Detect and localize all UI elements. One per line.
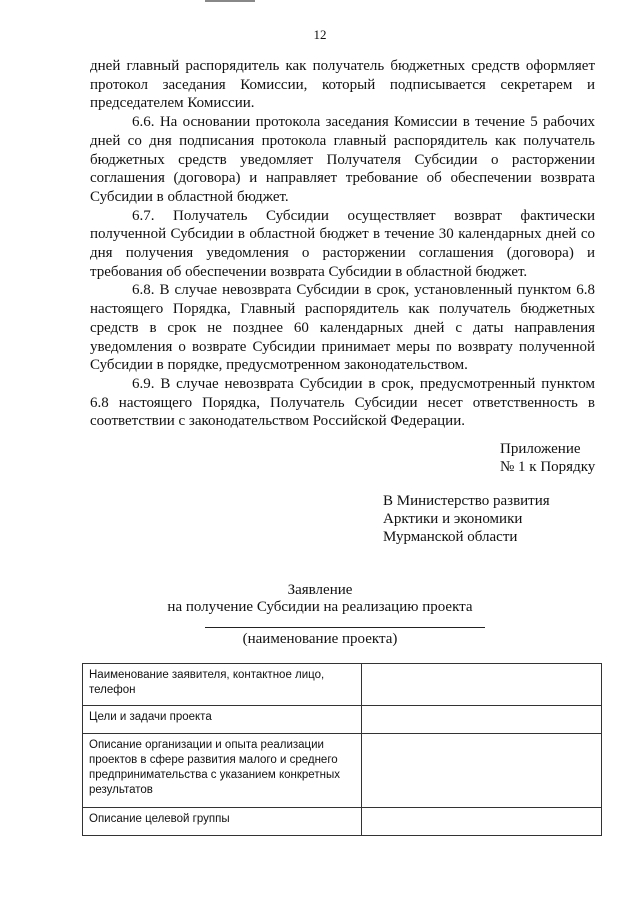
body-line: Субсидии в областной бюджет.	[90, 188, 289, 205]
body-line: требования об обеспечении возврата Субсидии в областной бюджет.	[90, 263, 528, 280]
scan-edge-mark	[205, 0, 255, 2]
table-row	[83, 734, 602, 808]
appendix-line-2: № 1 к Порядку	[500, 459, 596, 475]
body-line: настоящего Порядка, Главный распорядитель как получатель бюджетных	[90, 301, 595, 318]
body-line: бюджетных средств уведомляет Получателя Субсидии о расторжении	[90, 151, 595, 168]
body-line: 6.7. Получатель Субсидии осуществляет возврат фактически	[132, 207, 595, 224]
body-line: 6.8 настоящего Порядка, Получатель Субсидии несет ответственность в	[90, 394, 595, 411]
body-line: дней главный распорядитель как получатель бюджетных средств оформляет	[90, 58, 595, 74]
row-label-applicant: Наименование заявителя, контактное лицо, телефон	[83, 664, 362, 706]
body-line: полученной Субсидии в областной бюджет в течение 30 календарных дней со	[90, 226, 595, 243]
body-line: 6.6. На основании протокола заседания Комиссии в течение 5 рабочих	[132, 114, 595, 131]
statement-title: Заявление	[287, 582, 353, 598]
body-line: 6.8. В случае невозврата Субсидии в срок, установленный пунктом 6.8	[132, 282, 595, 299]
body-line: 6.9. В случае невозврата Субсидии в срок, предусмотренный пунктом	[132, 375, 595, 392]
project-name-caption: (наименование проекта)	[242, 631, 398, 647]
body-line: дня получения уведомления о расторжении соглашения (договора) и	[90, 245, 595, 261]
body-line: соответствии с законодательством Российской Федерации.	[90, 413, 465, 430]
body-line: средств в срок не позднее 60 календарных дней с даты направления	[90, 319, 595, 336]
body-line: председателем Комиссии.	[90, 95, 255, 112]
appendix-line-1: Приложение	[500, 441, 581, 457]
row-label-organization: Описание организации и опыта реализации проектов в сфере развития малого и среднего предпринимательства с указанием конкретных результатов	[83, 734, 362, 808]
page-number: 12	[313, 27, 327, 42]
body-line: дней со дня подписания протокола главный распорядитель как получатель	[90, 132, 595, 149]
project-name-blank-line	[205, 627, 485, 628]
body-line: Субсидии в порядке, предусмотренном законодательством.	[90, 357, 468, 374]
table-row	[83, 706, 602, 734]
row-label-goals: Цели и задачи проекта	[83, 706, 362, 734]
body-line: уведомления о возврате Субсидии принимает меры по возврату полученной	[90, 338, 595, 355]
row-value-organization[interactable]	[362, 734, 602, 808]
table-row	[83, 808, 602, 836]
addressee-line-1: В Министерство развития	[383, 493, 550, 509]
body-line: соглашения (договора) и направляет требование об обеспечении возврата	[90, 170, 595, 187]
table-row	[83, 664, 602, 706]
addressee-line-2: Арктики и экономики	[383, 511, 523, 527]
row-value-applicant[interactable]	[362, 664, 602, 706]
row-label-target-group: Описание целевой группы	[83, 808, 362, 836]
row-value-goals[interactable]	[362, 706, 602, 734]
body-line: протокол заседания Комиссии, который подписывается секретарем и	[90, 76, 595, 93]
statement-subtitle: на получение Субсидии на реализацию проекта	[167, 599, 473, 615]
application-form-table	[82, 663, 602, 836]
row-value-target-group[interactable]	[362, 808, 602, 836]
addressee-line-3: Мурманской области	[383, 529, 518, 545]
